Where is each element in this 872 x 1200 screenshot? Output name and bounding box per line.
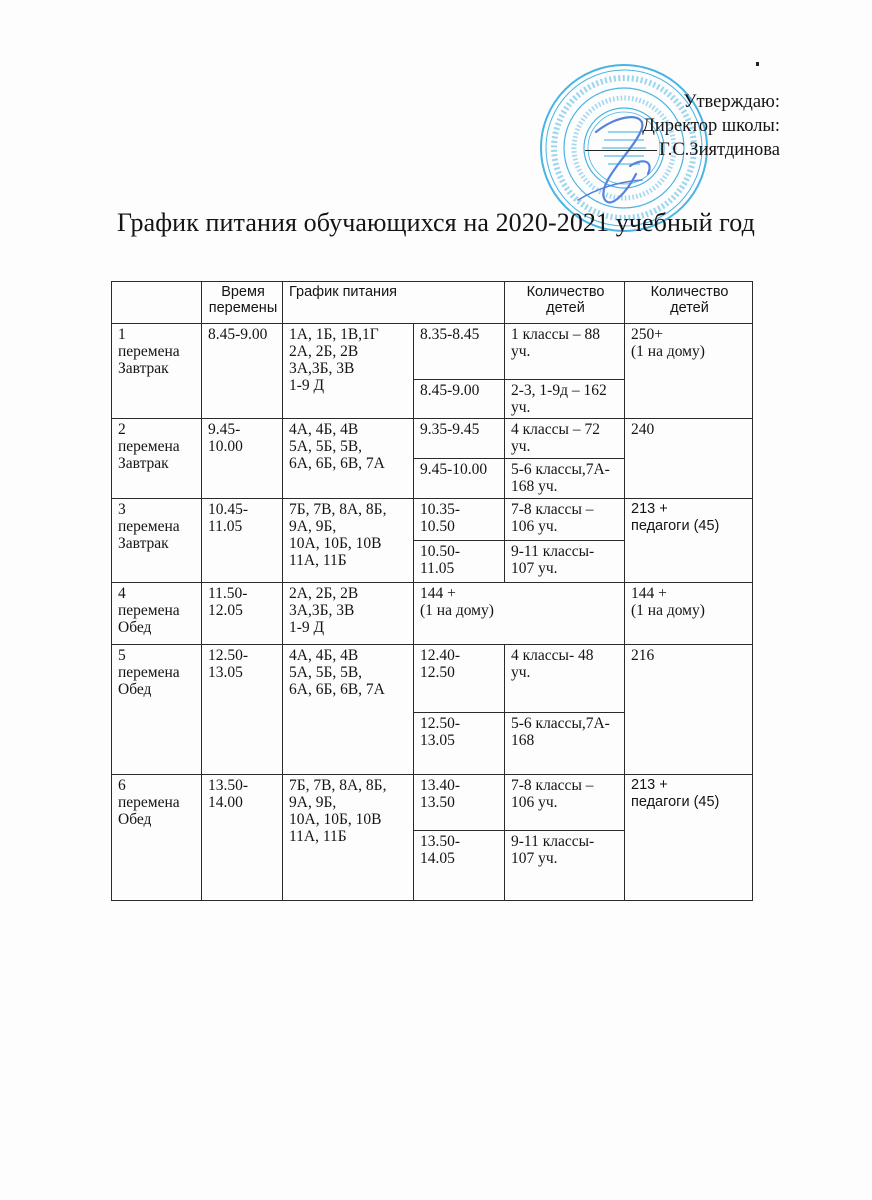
- time-cell: 12.50- 13.05: [202, 645, 283, 775]
- header-count-2: Количество детей: [625, 282, 753, 324]
- total-cell: 250+ (1 на дому): [625, 324, 753, 419]
- sub-count-cell: 1 классы – 88 уч.: [505, 324, 625, 380]
- table-row: [112, 419, 753, 459]
- ink-dot: [756, 62, 759, 66]
- sub-time-cell: 10.50- 11.05: [414, 541, 505, 583]
- sub-time-cell: 10.35- 10.50: [414, 499, 505, 541]
- classes-cell: 4А, 4Б, 4В 5А, 5Б, 5В, 6А, 6Б, 6В, 7А: [283, 645, 414, 775]
- break-cell: 1 перемена Завтрак: [112, 324, 202, 419]
- table-row: [112, 645, 753, 713]
- sub-count-cell: 4 классы – 72 уч.: [505, 419, 625, 459]
- total-cell: 213 + педагоги (45): [625, 775, 753, 901]
- sub-time-cell: 13.40- 13.50: [414, 775, 505, 831]
- sub-time-cell: 13.50- 14.05: [414, 831, 505, 901]
- sub-count-cell: 9-11 классы- 107 уч.: [505, 831, 625, 901]
- sub-count-cell: 2-3, 1-9д – 162 уч.: [505, 380, 625, 419]
- time-cell: 11.50- 12.05: [202, 583, 283, 645]
- classes-cell: 7Б, 7В, 8А, 8Б, 9А, 9Б, 10А, 10Б, 10В 11А, 11Б: [283, 775, 414, 901]
- header-count: Количество детей: [505, 282, 625, 324]
- document-title: График питания обучающихся на 2020-2021 учебный год: [117, 208, 755, 237]
- approval-line-2: Директор школы:: [642, 116, 780, 136]
- signature-line: [585, 150, 657, 151]
- header-schedule: График питания: [283, 282, 505, 324]
- sub-time-cell: 9.45-10.00: [414, 459, 505, 499]
- approval-line-3: Г.С.Зиятдинова: [659, 140, 780, 160]
- table-row: [112, 583, 753, 645]
- sub-time-cell: 12.50- 13.05: [414, 713, 505, 775]
- break-cell: 4 перемена Обед: [112, 583, 202, 645]
- time-cell: 10.45- 11.05: [202, 499, 283, 583]
- time-cell: 9.45- 10.00: [202, 419, 283, 499]
- sub-count-cell: 9-11 классы- 107 уч.: [505, 541, 625, 583]
- sub-time-cell: 12.40- 12.50: [414, 645, 505, 713]
- break-cell: 6 перемена Обед: [112, 775, 202, 901]
- table-row: [112, 324, 753, 380]
- classes-cell: 7Б, 7В, 8А, 8Б, 9А, 9Б, 10А, 10Б, 10В 11А, 11Б: [283, 499, 414, 583]
- classes-cell: 4А, 4Б, 4В 5А, 5Б, 5В, 6А, 6Б, 6В, 7А: [283, 419, 414, 499]
- classes-cell: 2А, 2Б, 2В 3А,3Б, 3В 1-9 Д: [283, 583, 414, 645]
- header-time: Время перемены: [202, 282, 283, 324]
- classes-cell: 1А, 1Б, 1В,1Г 2А, 2Б, 2В 3А,3Б, 3В 1-9 Д: [283, 324, 414, 419]
- header-empty: [112, 282, 202, 324]
- approval-line-1: Утверждаю:: [683, 92, 780, 112]
- table-row: [112, 775, 753, 831]
- total-cell: 216: [625, 645, 753, 775]
- sub-count-cell: 7-8 классы – 106 уч.: [505, 775, 625, 831]
- table-row: [112, 499, 753, 541]
- merged-count-cell: 144 + (1 на дому): [414, 583, 625, 645]
- schedule-table: [111, 281, 753, 901]
- table-header-row: [112, 282, 753, 324]
- sub-time-cell: 8.35-8.45: [414, 324, 505, 380]
- break-cell: 2 перемена Завтрак: [112, 419, 202, 499]
- sub-count-cell: 5-6 классы,7А- 168 уч.: [505, 459, 625, 499]
- total-cell: 144 + (1 на дому): [625, 583, 753, 645]
- sub-count-cell: 4 классы- 48 уч.: [505, 645, 625, 713]
- sub-count-cell: 7-8 классы – 106 уч.: [505, 499, 625, 541]
- total-cell: 240: [625, 419, 753, 499]
- break-cell: 5 перемена Обед: [112, 645, 202, 775]
- sub-time-cell: 9.35-9.45: [414, 419, 505, 459]
- total-cell: 213 + педагоги (45): [625, 499, 753, 583]
- time-cell: 8.45-9.00: [202, 324, 283, 419]
- sub-count-cell: 5-6 классы,7А- 168: [505, 713, 625, 775]
- approval-block: [580, 90, 780, 162]
- sub-time-cell: 8.45-9.00: [414, 380, 505, 419]
- time-cell: 13.50- 14.00: [202, 775, 283, 901]
- break-cell: 3 перемена Завтрак: [112, 499, 202, 583]
